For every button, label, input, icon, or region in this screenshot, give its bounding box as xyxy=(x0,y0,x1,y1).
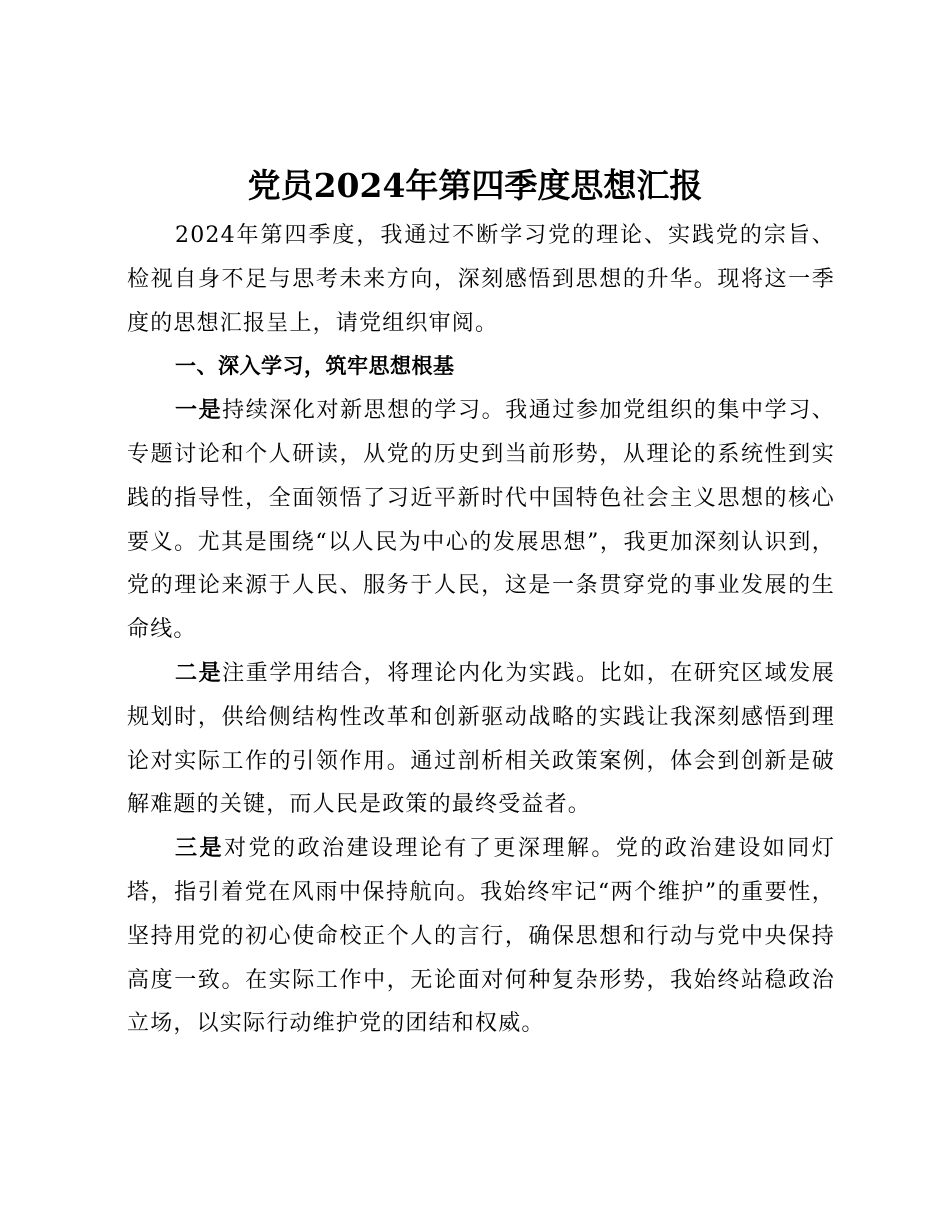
paragraph-point-one xyxy=(127,389,835,652)
point-lead-label: 二是 xyxy=(175,660,223,686)
section-heading: 一、深入学习，筑牢思想根基 xyxy=(175,354,455,379)
point-text: 注重学用结合，将理论内化为实践。比如，在研究区域发展规划时，供给侧结构性改革和创新驱动战略的实践让我深刻感悟到理论对实际工作的引领作用。通过剖析相关政策案例，体会到创新是破解难题的关键，而人民是政策的最终受益者。 xyxy=(127,660,835,818)
point-text: 对党的政治建设理论有了更深理解。党的政治建设如同灯塔，指引着党在风雨中保持航向。我始终牢记“两个维护”的重要性，坚持用党的初心使命校正个人的言行，确保思想和行动与党中央保持高度一致。在实际工作中，无论面对何种复杂形势，我始终站稳政治立场，以实际行动维护党的团结和权威。 xyxy=(127,836,835,1037)
document-body xyxy=(127,214,835,1046)
point-lead-label: 三是 xyxy=(175,836,224,862)
paragraph-point-two xyxy=(127,652,835,827)
point-text: 持续深化对新思想的学习。我通过参加党组织的集中学习、专题讨论和个人研读，从党的历史到当前形势，从理论的系统性到实践的指导性，全面领悟了习近平新时代中国特色社会主义思想的核心要义。尤其是围绕“以人民为中心的发展思想”，我更加深刻认识到，党的理论来源于人民、服务于人民，这是一条贯穿党的事业发展的生命线。 xyxy=(127,398,835,643)
point-lead-label: 一是 xyxy=(175,398,223,424)
document-title: 党员2024年第四季度思想汇报 xyxy=(247,166,703,205)
paragraph-point-three xyxy=(127,827,835,1046)
intro-paragraph: 2024年第四季度，我通过不断学习党的理论、实践党的宗旨、检视自身不足与思考未来方向，深刻感悟到思想的升华。现将这一季度的思想汇报呈上，请党组织审阅。 xyxy=(127,223,835,336)
